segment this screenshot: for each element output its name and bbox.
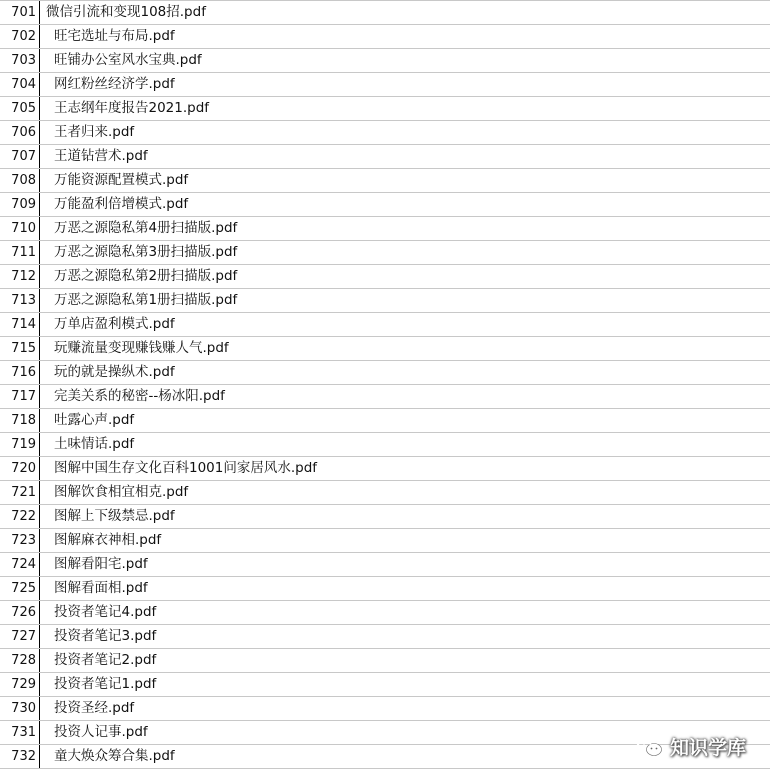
row-number-cell[interactable]: 716 bbox=[0, 361, 40, 384]
row-number-cell[interactable]: 731 bbox=[0, 721, 40, 744]
row-number-cell[interactable]: 729 bbox=[0, 673, 40, 696]
watermark-text: 知识学库 bbox=[669, 737, 746, 759]
row-number-cell[interactable]: 732 bbox=[0, 745, 40, 768]
file-name-cell[interactable]: 土味情话.pdf bbox=[54, 436, 135, 452]
file-name-cell[interactable]: 图解中国生存文化百科1001问家居风水.pdf bbox=[54, 460, 318, 476]
table-row[interactable] bbox=[0, 241, 770, 265]
row-number-cell[interactable]: 711 bbox=[0, 241, 40, 264]
table-row[interactable] bbox=[0, 649, 770, 673]
watermark bbox=[636, 733, 746, 760]
table-row[interactable] bbox=[0, 169, 770, 193]
table-row[interactable] bbox=[0, 73, 770, 97]
table-row[interactable] bbox=[0, 361, 770, 385]
table-row[interactable] bbox=[0, 97, 770, 121]
file-name-cell[interactable]: 图解看面相.pdf bbox=[54, 580, 148, 596]
row-number-cell[interactable]: 703 bbox=[0, 49, 40, 72]
file-name-cell[interactable]: 完美关系的秘密--杨冰阳.pdf bbox=[54, 388, 225, 404]
row-number-cell[interactable]: 725 bbox=[0, 577, 40, 600]
table-row[interactable] bbox=[0, 25, 770, 49]
table-row[interactable] bbox=[0, 265, 770, 289]
row-number-cell[interactable]: 727 bbox=[0, 625, 40, 648]
row-number-cell[interactable]: 730 bbox=[0, 697, 40, 720]
table-row[interactable] bbox=[0, 577, 770, 601]
wechat-icon bbox=[636, 736, 664, 758]
file-name-cell[interactable]: 玩的就是操纵术.pdf bbox=[54, 364, 175, 380]
file-name-cell[interactable]: 微信引流和变现108招.pdf bbox=[46, 4, 206, 20]
file-name-cell[interactable]: 投资圣经.pdf bbox=[54, 700, 135, 716]
table-row[interactable] bbox=[0, 481, 770, 505]
file-name-cell[interactable]: 万恶之源隐私第1册扫描版.pdf bbox=[54, 292, 238, 308]
row-number-cell[interactable]: 724 bbox=[0, 553, 40, 576]
row-number-cell[interactable]: 706 bbox=[0, 121, 40, 144]
table-row[interactable] bbox=[0, 625, 770, 649]
table-row[interactable] bbox=[0, 121, 770, 145]
table-row[interactable] bbox=[0, 505, 770, 529]
file-name-cell[interactable]: 图解饮食相宜相克.pdf bbox=[54, 484, 189, 500]
table-row[interactable] bbox=[0, 697, 770, 721]
table-row[interactable] bbox=[0, 433, 770, 457]
row-number-cell[interactable]: 721 bbox=[0, 481, 40, 504]
row-number-cell[interactable]: 713 bbox=[0, 289, 40, 312]
file-name-cell[interactable]: 投资者笔记2.pdf bbox=[54, 652, 157, 668]
table-row[interactable] bbox=[0, 217, 770, 241]
table-row[interactable] bbox=[0, 1, 770, 25]
row-number-cell[interactable]: 717 bbox=[0, 385, 40, 408]
row-number-cell[interactable]: 715 bbox=[0, 337, 40, 360]
file-name-cell[interactable]: 王志纲年度报告2021.pdf bbox=[54, 100, 210, 116]
file-name-cell[interactable]: 投资者笔记1.pdf bbox=[54, 676, 157, 692]
table-row[interactable] bbox=[0, 601, 770, 625]
row-number-cell[interactable]: 722 bbox=[0, 505, 40, 528]
file-name-cell[interactable]: 投资人记事.pdf bbox=[54, 724, 148, 740]
table-row[interactable] bbox=[0, 673, 770, 697]
row-number-cell[interactable]: 710 bbox=[0, 217, 40, 240]
row-number-cell[interactable]: 708 bbox=[0, 169, 40, 192]
row-number-cell[interactable]: 718 bbox=[0, 409, 40, 432]
table-row[interactable] bbox=[0, 385, 770, 409]
file-name-cell[interactable]: 旺铺办公室风水宝典.pdf bbox=[54, 52, 202, 68]
table-row[interactable] bbox=[0, 529, 770, 553]
table-row[interactable] bbox=[0, 457, 770, 481]
row-number-cell[interactable]: 704 bbox=[0, 73, 40, 96]
row-number-cell[interactable]: 720 bbox=[0, 457, 40, 480]
row-number-cell[interactable]: 712 bbox=[0, 265, 40, 288]
file-name-cell[interactable]: 投资者笔记4.pdf bbox=[54, 604, 157, 620]
table-row[interactable] bbox=[0, 409, 770, 433]
file-name-cell[interactable]: 图解麻衣神相.pdf bbox=[54, 532, 162, 548]
file-name-cell[interactable]: 王者归来.pdf bbox=[54, 124, 135, 140]
table-row[interactable] bbox=[0, 337, 770, 361]
row-number-cell[interactable]: 714 bbox=[0, 313, 40, 336]
file-name-cell[interactable]: 玩赚流量变现赚钱赚人气.pdf bbox=[54, 340, 229, 356]
row-number-cell[interactable]: 701 bbox=[0, 1, 40, 24]
table-row[interactable] bbox=[0, 289, 770, 313]
file-name-cell[interactable]: 万恶之源隐私第2册扫描版.pdf bbox=[54, 268, 238, 284]
row-number-cell[interactable]: 705 bbox=[0, 97, 40, 120]
file-name-cell[interactable]: 投资者笔记3.pdf bbox=[54, 628, 157, 644]
row-number-cell[interactable]: 709 bbox=[0, 193, 40, 216]
file-name-cell[interactable]: 万恶之源隐私第4册扫描版.pdf bbox=[54, 220, 238, 236]
file-name-cell[interactable]: 童大焕众筹合集.pdf bbox=[54, 748, 175, 764]
table-row[interactable] bbox=[0, 145, 770, 169]
table-row[interactable] bbox=[0, 49, 770, 73]
file-name-cell[interactable]: 万能资源配置模式.pdf bbox=[54, 172, 189, 188]
table-row[interactable] bbox=[0, 313, 770, 337]
file-name-cell[interactable]: 图解看阳宅.pdf bbox=[54, 556, 148, 572]
file-name-cell[interactable]: 网红粉丝经济学.pdf bbox=[54, 76, 175, 92]
row-number-cell[interactable]: 728 bbox=[0, 649, 40, 672]
file-name-cell[interactable]: 图解上下级禁忌.pdf bbox=[54, 508, 175, 524]
file-name-cell[interactable]: 万能盈利倍增模式.pdf bbox=[54, 196, 189, 212]
row-number-cell[interactable]: 702 bbox=[0, 25, 40, 48]
file-name-cell[interactable]: 万恶之源隐私第3册扫描版.pdf bbox=[54, 244, 238, 260]
file-name-cell[interactable]: 旺宅选址与布局.pdf bbox=[54, 28, 175, 44]
file-name-cell[interactable]: 吐露心声.pdf bbox=[54, 412, 135, 428]
file-name-cell[interactable]: 万单店盈利模式.pdf bbox=[54, 316, 175, 332]
table-row[interactable] bbox=[0, 193, 770, 217]
row-number-cell[interactable]: 726 bbox=[0, 601, 40, 624]
table-row[interactable] bbox=[0, 553, 770, 577]
row-number-cell[interactable]: 707 bbox=[0, 145, 40, 168]
row-number-cell[interactable]: 719 bbox=[0, 433, 40, 456]
row-number-cell[interactable]: 723 bbox=[0, 529, 40, 552]
file-name-cell[interactable]: 王道钻营术.pdf bbox=[54, 148, 148, 164]
